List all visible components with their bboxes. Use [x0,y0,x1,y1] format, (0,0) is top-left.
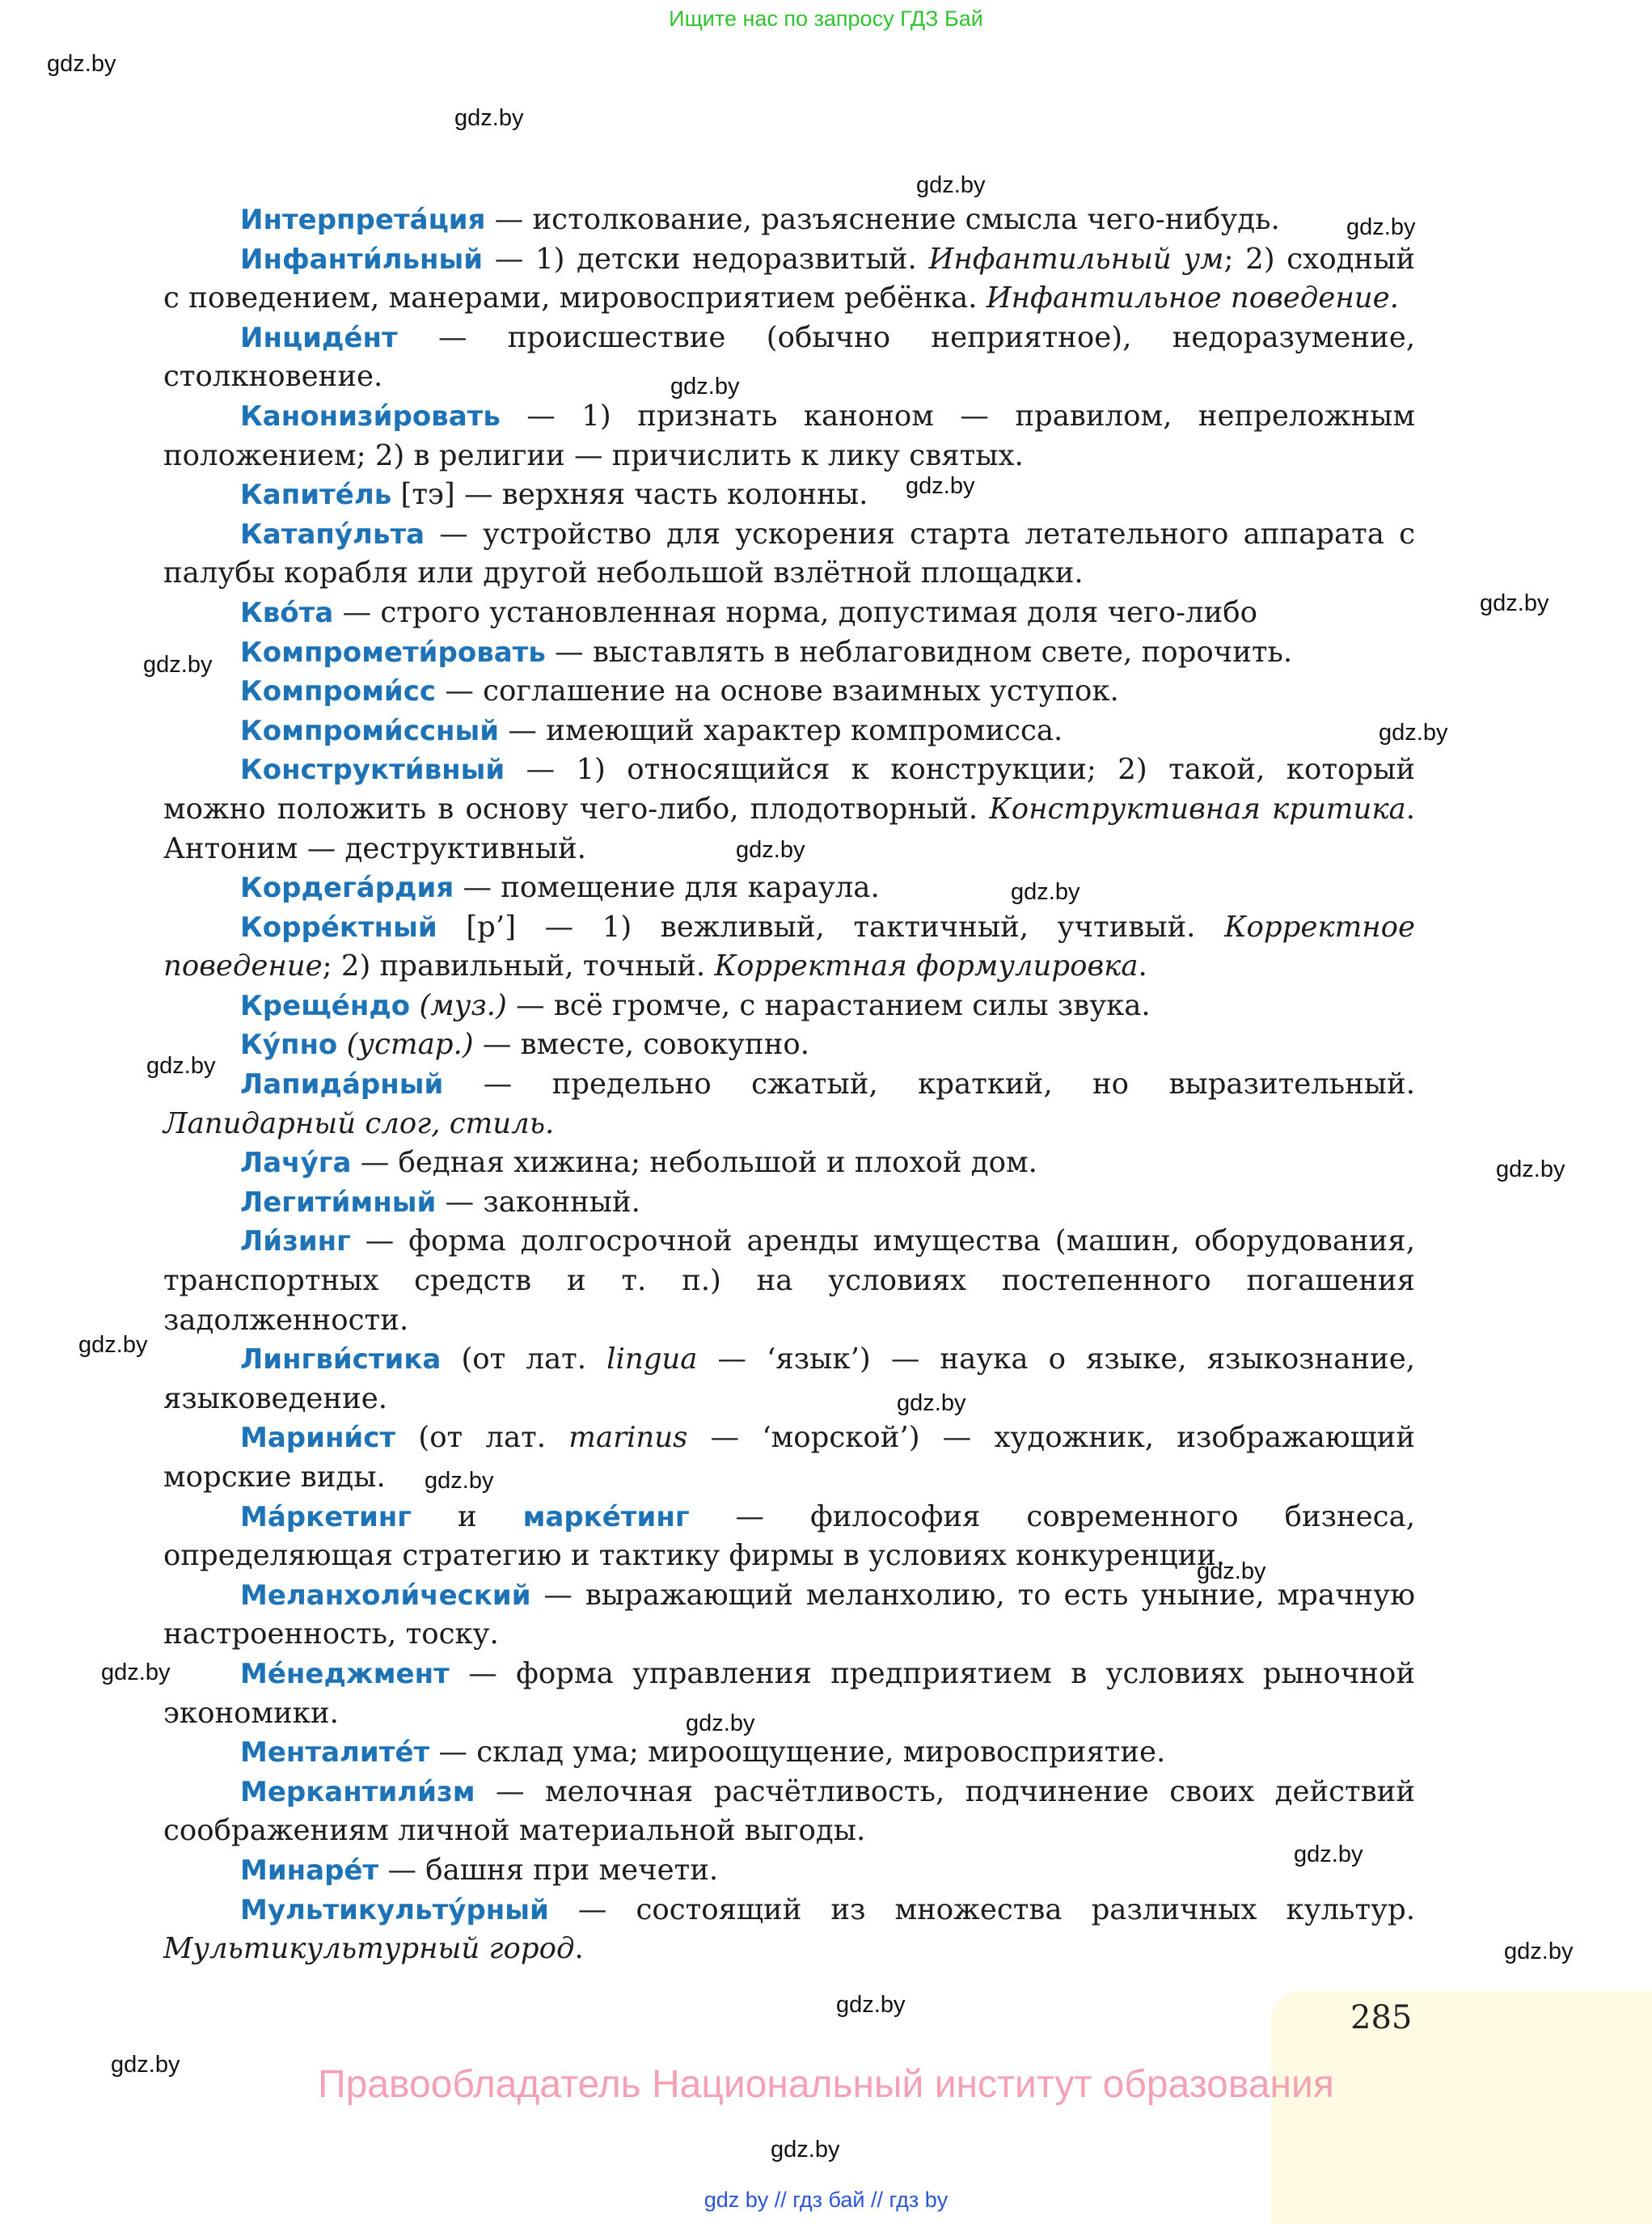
glossary-entry [163,1222,1415,1340]
entry-definition: — предельно сжатый, краткий, но выразительный. [443,1068,1415,1101]
watermark: gdz.by [897,1390,966,1416]
entry-example: Инфантильный ум [928,242,1224,276]
entry-definition: — выражающий меланхолию, то есть уныние, мрачную настроенность, тоску. [163,1578,1415,1651]
entry-note: (устар.) [337,1028,474,1062]
glossary-entry [163,1851,1415,1891]
entry-term: Ку́пно [240,1029,338,1062]
entry-definition: [р’] — 1) вежливый, тактичный, учтивый. [437,910,1225,944]
page-number: 285 [1350,1999,1413,2036]
glossary-entry [163,908,1415,987]
watermark: gdz.by [1346,214,1416,240]
watermark: gdz.by [143,652,213,678]
entry-definition: — выставлять в неблаговидном свете, порочить. [545,635,1293,669]
entry-definition: — ‘язык’) — наука о языке, языкознание, языковедение. [163,1342,1415,1415]
entry-term: Канонизи́ровать [240,400,501,433]
entry-definition: — помещение для караула. [454,871,880,905]
watermark: gdz.by [836,1992,906,2018]
glossary-entry [163,201,1415,240]
watermark: gdz.by [1011,879,1080,905]
glossary-entry [163,594,1415,633]
entry-definition: (от лат. [395,1421,569,1455]
glossary-entry [163,476,1415,515]
glossary-entry [163,515,1415,594]
entry-definition: . [1138,949,1147,983]
entry-definition: — ‘морской’) — художник, изображающий морские виды. [163,1421,1415,1494]
watermark: gdz.by [454,105,524,131]
entry-definition: — форма управления предприятием в условиях рыночной экономики. [163,1656,1415,1730]
watermark: gdz.by [1504,1939,1574,1964]
watermark: gdz.by [1379,720,1448,746]
glossary-entry [163,1498,1415,1576]
watermark: gdz.by [47,51,116,77]
entry-term: Корре́ктный [240,911,437,944]
glossary-entry [163,1025,1415,1065]
entry-term: Компроми́сс [240,675,437,708]
entry-term-variant: марке́тинг [522,1500,690,1533]
entry-example: Лапидарный слог, стиль. [163,1106,555,1140]
entry-example: Инфантильное поведение. [986,281,1399,315]
entry-term: Меланхоли́ческий [240,1579,531,1612]
entry-definition: — всё громче, с нарастанием силы звука. [506,988,1151,1022]
entry-example: Корректное поведение [163,910,1415,983]
glossary-entry [163,1733,1415,1773]
watermark: gdz.by [1480,590,1549,616]
entry-example: marinus [568,1421,688,1455]
glossary-entry [163,869,1415,908]
entry-definition: — имеющий характер компромисса. [499,713,1063,747]
glossary-entry [163,1340,1415,1419]
watermark: gdz.by [111,2052,180,2078]
entry-definition: и [412,1499,523,1533]
entry-definition: ; 2) правильный, точный. [322,949,715,983]
entry-definition: — вместе, совокупно. [473,1028,810,1062]
glossary-entry [163,397,1415,476]
watermark: gdz.by [1294,1841,1363,1867]
watermark: gdz.by [78,1332,148,1358]
entry-term: Кордега́рдия [240,872,454,905]
glossary-entry [163,240,1415,319]
watermark: gdz.by [736,837,805,863]
entry-term: Ли́зинг [240,1225,351,1258]
entry-term: Компроми́ссный [240,714,500,747]
entry-term: Капите́ль [240,479,392,512]
glossary-entry [163,1773,1415,1851]
watermark: gdz.by [670,374,740,400]
entry-term: Компромети́ровать [240,636,546,669]
glossary-entry [163,1891,1415,1969]
footer-links[interactable]: gdz by // гдз бай // гдз by [703,2188,949,2212]
entry-term: Минаре́т [240,1854,379,1887]
glossary-text [163,201,1415,1969]
glossary-entry [163,319,1415,397]
entry-term: Лингви́стика [240,1343,442,1376]
watermark: gdz.by [916,172,986,198]
entry-definition: — философия современного бизнеса, определяющая стратегию и тактику фирмы в условиях конкуренции. [163,1499,1415,1573]
watermark: gdz.by [906,473,975,499]
entry-definition: — башня при мечети. [378,1853,719,1887]
entry-example: lingua [606,1342,698,1376]
entry-definition: — состоящий из множества различных культур. [548,1892,1415,1926]
entry-term: Инфанти́льный [240,243,484,276]
entry-note: (муз.) [410,988,507,1022]
entry-term: Легити́мный [240,1186,437,1219]
entry-definition: — соглашение на основе взаимных уступок. [436,674,1119,708]
entry-term: Менталите́т [240,1736,430,1769]
entry-definition: — 1) признать каноном — правилом, непреложным положением; 2) в религии — причислить к лику святых. [163,399,1415,472]
top-banner: Ищите нас по запросу ГДЗ Бай [669,6,983,31]
entry-definition: — 1) детски недоразвитый. [483,242,929,276]
entry-term: Кво́та [240,596,334,629]
entry-definition: — строго установленная норма, допустимая доля чего-либо [333,595,1257,629]
glossary-entry [163,750,1415,869]
entry-definition: ; 2) сходный с поведением, манерами, мировосприятием ребёнка. [163,242,1415,315]
watermark: gdz.by [1197,1558,1266,1584]
glossary-entry [163,633,1415,673]
entry-definition: — происшествие (обычно неприятное), недоразумение, столкновение. [163,320,1415,394]
entry-definition: — законный. [436,1185,640,1219]
entry-definition: — устройство для ускорения старта летательного аппарата с палубы корабля или другой небольшой взлётной площадки. [163,517,1415,590]
entry-term: Лачу́га [240,1147,352,1180]
watermark: gdz.by [686,1710,755,1736]
entry-term: Ме́неджмент [240,1657,450,1690]
glossary-entry [163,1419,1415,1497]
watermark: gdz.by [1496,1156,1565,1182]
glossary-entry [163,1183,1415,1223]
entry-term: Инциде́нт [240,321,398,354]
watermark: gdz.by [425,1468,494,1494]
entry-term: Конструкти́вный [240,754,505,787]
entry-definition: [тэ] — верхняя часть колонны. [391,478,868,512]
glossary-entry [163,672,1415,712]
entry-definition: — 1) относящийся к конструкции; 2) такой, который можно положить в основу чего-либо, плодотворный. [163,753,1415,826]
entry-definition: — бедная хижина; небольшой и плохой дом. [351,1146,1037,1180]
entry-definition: — склад ума; мироощущение, мировосприятие. [429,1736,1166,1769]
glossary-entry [163,1065,1415,1144]
glossary-entry [163,987,1415,1026]
watermark: gdz.by [146,1053,216,1079]
entry-example: Корректная формулировка [714,949,1139,983]
entry-term: Мультикульту́рный [240,1893,549,1926]
entry-definition: — форма долгосрочной аренды имущества (машин, оборудования, транспортных средств и т. п.) на условиях постепенного погашения задолженности. [163,1224,1415,1337]
copyright-notice: Правообладатель Национальный институт образования [318,2063,1334,2106]
entry-definition: . [574,1932,584,1966]
entry-definition: — истолкование, разъяснение смысла чего-нибудь. [485,203,1280,236]
entry-term: Катапу́льта [240,518,425,551]
entry-term: Интерпрета́ция [240,204,486,236]
watermark: gdz.by [101,1660,171,1685]
entry-example: Мультикультурный город [163,1932,575,1966]
glossary-entry [163,712,1415,751]
entry-term: Крещéндо [240,989,411,1022]
entry-definition: . Антоним — деструктивный. [163,792,1415,865]
entry-definition: (от лат. [441,1342,607,1376]
entry-term: Меркантили́зм [240,1775,475,1808]
glossary-entry [163,1576,1415,1655]
entry-term: Марини́ст [240,1422,396,1455]
entry-definition: — мелочная расчётливость, подчинение своих действий соображениям личной материальной выгоды. [163,1774,1415,1848]
entry-term: Ма́ркетинг [240,1500,412,1533]
entry-example: Конструктивная критика [989,792,1406,826]
entry-term: Лапида́рный [240,1068,444,1101]
glossary-entry [163,1144,1415,1183]
glossary-entry [163,1655,1415,1733]
watermark: gdz.by [771,2137,840,2163]
